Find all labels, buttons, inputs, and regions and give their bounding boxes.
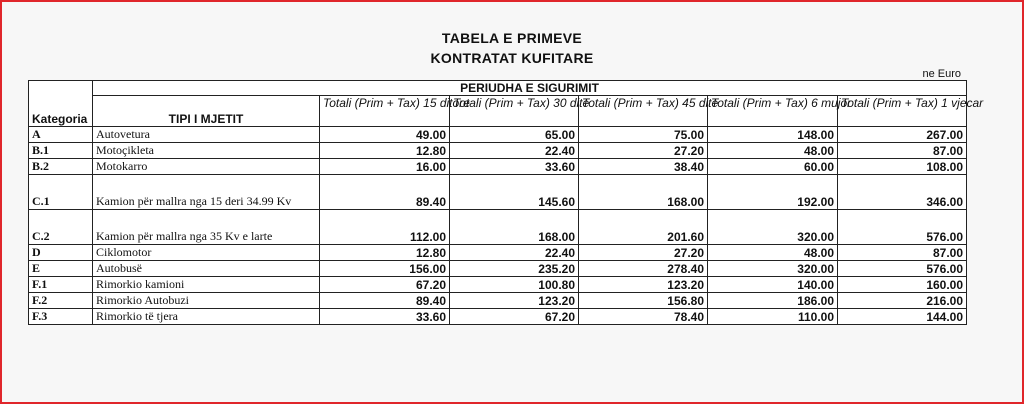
premium-value-cell: 12.80 [320, 143, 450, 159]
table-row [29, 175, 967, 210]
premium-value-cell: 235.20 [450, 261, 579, 277]
category-cell: F.1 [29, 277, 93, 293]
vehicle-type-cell: Autovetura [93, 127, 320, 143]
document-subtitle: KONTRATAT KUFITARE [430, 50, 594, 66]
vehicle-type-cell: Rimorkio të tjera [93, 309, 320, 325]
premium-value-cell: 278.40 [579, 261, 708, 277]
premium-value-cell: 67.20 [320, 277, 450, 293]
vehicle-type-cell: Rimorkio kamioni [93, 277, 320, 293]
category-cell: F.2 [29, 293, 93, 309]
premium-value-cell: 168.00 [579, 175, 708, 210]
column-header-period-4: Totali (Prim + Tax) 6 mujor [708, 96, 838, 127]
premium-value-cell: 65.00 [450, 127, 579, 143]
premium-value-cell: 108.00 [838, 159, 967, 175]
currency-unit-label: ne Euro [922, 68, 961, 80]
premium-value-cell: 100.80 [450, 277, 579, 293]
premium-value-cell: 576.00 [838, 210, 967, 245]
premium-value-cell: 48.00 [708, 245, 838, 261]
category-cell: C.2 [29, 210, 93, 245]
premium-value-cell: 49.00 [320, 127, 450, 143]
premium-value-cell: 27.20 [579, 245, 708, 261]
premium-value-cell: 168.00 [450, 210, 579, 245]
table-row [29, 293, 967, 309]
premium-table [28, 80, 984, 325]
vehicle-type-cell: Autobusë [93, 261, 320, 277]
premium-value-cell: 78.40 [579, 309, 708, 325]
column-header-tipi: TIPI I MJETIT [93, 96, 320, 127]
premium-value-cell: 48.00 [708, 143, 838, 159]
table-body [29, 127, 967, 325]
vehicle-type-cell: Ciklomotor [93, 245, 320, 261]
premium-value-cell: 67.20 [450, 309, 579, 325]
premium-value-cell: 60.00 [708, 159, 838, 175]
column-header-period-5: Totali (Prim + Tax) 1 vjecar [838, 96, 967, 127]
premium-value-cell: 346.00 [838, 175, 967, 210]
vehicle-type-cell: Rimorkio Autobuzi [93, 293, 320, 309]
category-cell: B.2 [29, 159, 93, 175]
vehicle-type-cell: Motokarro [93, 159, 320, 175]
period-header: PERIUDHA E SIGURIMIT [93, 81, 967, 96]
premium-value-cell: 33.60 [450, 159, 579, 175]
vehicle-type-cell: Motoçikleta [93, 143, 320, 159]
premium-value-cell: 267.00 [838, 127, 967, 143]
premium-value-cell: 156.00 [320, 261, 450, 277]
premium-value-cell: 38.40 [579, 159, 708, 175]
premium-value-cell: 112.00 [320, 210, 450, 245]
premium-value-cell: 22.40 [450, 245, 579, 261]
column-header-period-2: Totali (Prim + Tax) 30 dite [450, 96, 579, 127]
vehicle-type-cell: Kamion për mallra nga 15 deri 34.99 Kv [93, 175, 320, 210]
premium-value-cell: 27.20 [579, 143, 708, 159]
premium-value-cell: 144.00 [838, 309, 967, 325]
premium-value-cell: 186.00 [708, 293, 838, 309]
premium-value-cell: 22.40 [450, 143, 579, 159]
premium-value-cell: 156.80 [579, 293, 708, 309]
category-cell: E [29, 261, 93, 277]
premium-value-cell: 87.00 [838, 143, 967, 159]
column-header-period-3: Totali (Prim + Tax) 45 dite [579, 96, 708, 127]
premium-value-cell: 12.80 [320, 245, 450, 261]
category-cell: B.1 [29, 143, 93, 159]
premium-value-cell: 576.00 [838, 261, 967, 277]
category-cell: D [29, 245, 93, 261]
category-cell: A [29, 127, 93, 143]
premium-value-cell: 87.00 [838, 245, 967, 261]
premium-value-cell: 75.00 [579, 127, 708, 143]
table-row [29, 277, 967, 293]
premium-value-cell: 145.60 [450, 175, 579, 210]
document-title: TABELA E PRIMEVE [441, 30, 583, 46]
table-row [29, 127, 967, 143]
column-header-period-1: Totali (Prim + Tax) 15 ditore [320, 96, 450, 127]
header-blank-cell [29, 81, 93, 96]
premium-value-cell: 216.00 [838, 293, 967, 309]
premium-value-cell: 89.40 [320, 175, 450, 210]
table-row [29, 261, 967, 277]
table-row [29, 245, 967, 261]
premium-value-cell: 320.00 [708, 210, 838, 245]
premium-value-cell: 320.00 [708, 261, 838, 277]
premium-value-cell: 89.40 [320, 293, 450, 309]
premium-value-cell: 16.00 [320, 159, 450, 175]
premium-value-cell: 201.60 [579, 210, 708, 245]
premium-value-cell: 148.00 [708, 127, 838, 143]
table-row [29, 143, 967, 159]
premium-value-cell: 123.20 [579, 277, 708, 293]
premium-value-cell: 140.00 [708, 277, 838, 293]
table-row [29, 309, 967, 325]
column-header-kategoria: Kategoria [29, 96, 93, 127]
category-cell: C.1 [29, 175, 93, 210]
category-cell: F.3 [29, 309, 93, 325]
premium-value-cell: 123.20 [450, 293, 579, 309]
premium-value-cell: 192.00 [708, 175, 838, 210]
premium-value-cell: 110.00 [708, 309, 838, 325]
premium-value-cell: 160.00 [838, 277, 967, 293]
table-row [29, 159, 967, 175]
premium-value-cell: 33.60 [320, 309, 450, 325]
vehicle-type-cell: Kamion për mallra nga 35 Kv e larte [93, 210, 320, 245]
table-row [29, 210, 967, 245]
